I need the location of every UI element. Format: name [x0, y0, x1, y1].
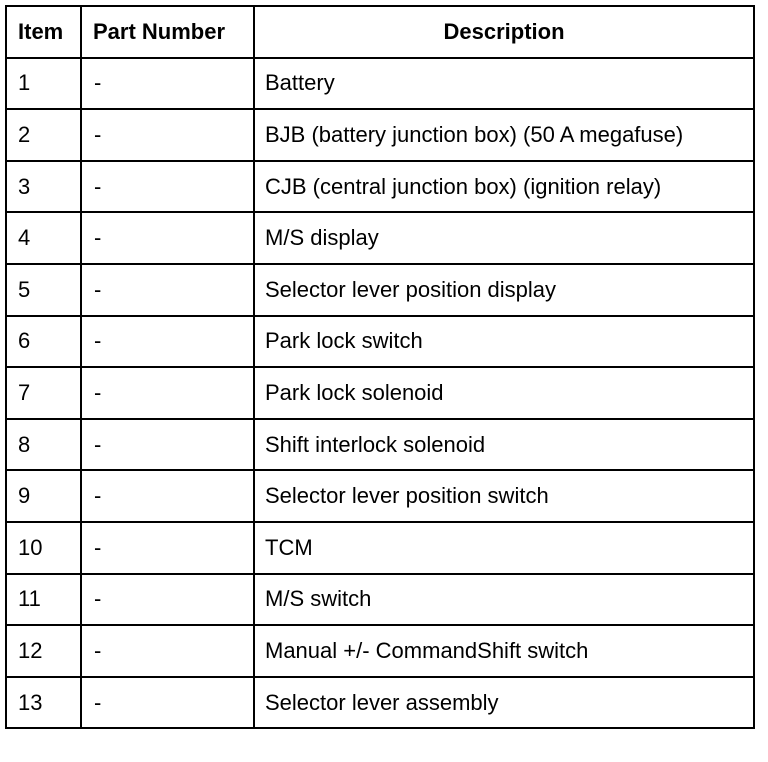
cell-item: 10 — [6, 522, 81, 574]
cell-description: CJB (central junction box) (ignition relay) — [254, 161, 754, 213]
cell-part-number: - — [81, 625, 254, 677]
cell-description: Manual +/- CommandShift switch — [254, 625, 754, 677]
cell-part-number: - — [81, 574, 254, 626]
cell-description: Selector lever position switch — [254, 470, 754, 522]
cell-description: Battery — [254, 58, 754, 110]
header-description: Description — [254, 6, 754, 58]
cell-part-number: - — [81, 212, 254, 264]
cell-part-number: - — [81, 264, 254, 316]
cell-item: 5 — [6, 264, 81, 316]
table-row — [6, 677, 754, 729]
cell-description: Park lock solenoid — [254, 367, 754, 419]
table-row — [6, 109, 754, 161]
cell-part-number: - — [81, 367, 254, 419]
cell-item: 7 — [6, 367, 81, 419]
table-row — [6, 264, 754, 316]
header-row — [6, 6, 754, 58]
cell-item: 13 — [6, 677, 81, 729]
cell-description: Park lock switch — [254, 316, 754, 368]
header-part-number: Part Number — [81, 6, 254, 58]
table-row — [6, 367, 754, 419]
cell-part-number: - — [81, 58, 254, 110]
cell-part-number: - — [81, 677, 254, 729]
table-row — [6, 419, 754, 471]
cell-description: M/S switch — [254, 574, 754, 626]
cell-description: Shift interlock solenoid — [254, 419, 754, 471]
table-row — [6, 212, 754, 264]
table-row — [6, 316, 754, 368]
header-item: Item — [6, 6, 81, 58]
cell-item: 11 — [6, 574, 81, 626]
table-row — [6, 625, 754, 677]
table-row — [6, 58, 754, 110]
cell-part-number: - — [81, 316, 254, 368]
table-row — [6, 574, 754, 626]
table-row — [6, 470, 754, 522]
cell-part-number: - — [81, 419, 254, 471]
cell-description: Selector lever position display — [254, 264, 754, 316]
cell-part-number: - — [81, 109, 254, 161]
cell-item: 9 — [6, 470, 81, 522]
cell-item: 8 — [6, 419, 81, 471]
cell-item: 12 — [6, 625, 81, 677]
cell-item: 1 — [6, 58, 81, 110]
cell-part-number: - — [81, 470, 254, 522]
table-header — [6, 6, 754, 58]
table-body — [6, 58, 754, 729]
cell-description: BJB (battery junction box) (50 A megafuse) — [254, 109, 754, 161]
cell-description: M/S display — [254, 212, 754, 264]
parts-table — [5, 5, 755, 729]
cell-part-number: - — [81, 522, 254, 574]
cell-description: Selector lever assembly — [254, 677, 754, 729]
cell-item: 2 — [6, 109, 81, 161]
table-row — [6, 161, 754, 213]
cell-item: 4 — [6, 212, 81, 264]
cell-item: 3 — [6, 161, 81, 213]
table-row — [6, 522, 754, 574]
cell-description: TCM — [254, 522, 754, 574]
cell-item: 6 — [6, 316, 81, 368]
cell-part-number: - — [81, 161, 254, 213]
